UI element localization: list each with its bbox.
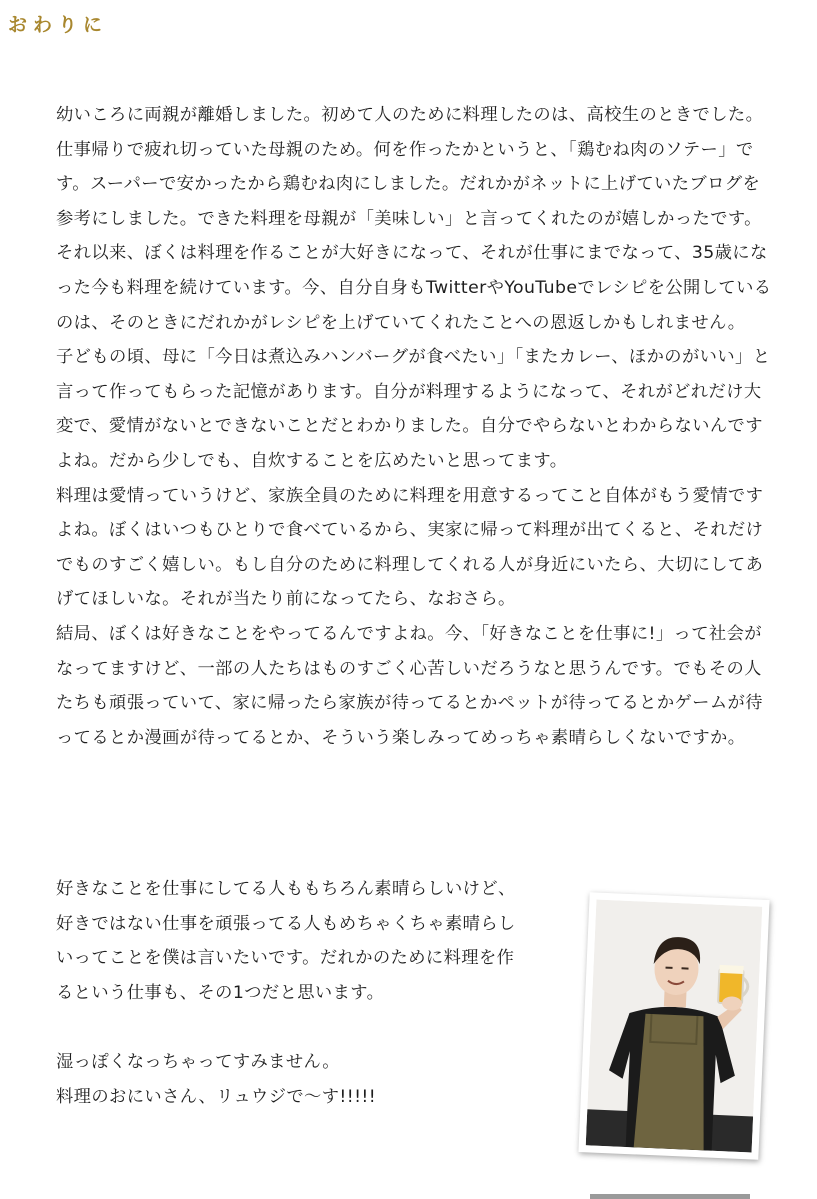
signoff-line: 湿っぽくなっちゃってすみません。: [56, 1051, 340, 1072]
paragraph: 料理は愛情っていうけど、家族全員のために料理を用意するってこと自体がもう愛情ですよね。ぼくはいつもひとりで食べているから、実家に帰って料理が出てくると、それだけでものすごく嬉しい。もし自分のために料理してくれる人が身近にいたら、大切にしてあげてほしいな。それが当たり前になってたら、なおさら。: [56, 485, 764, 610]
essay-body: [56, 98, 776, 755]
closing-line: 好きではない仕事を頑張ってる人もめちゃくちゃ素晴らし: [56, 913, 516, 934]
author-photo-illustration: [586, 899, 763, 1152]
paragraph: それ以来、ぼくは料理を作ることが大好きになって、それが仕事にまでなって、35歳になった今も料理を続けています。今、自分自身もTwitterやYouTubeでレシピを公開しているのは、そのときにだれかがレシピを上げていてくれたことへの恩返しかもしれません。: [56, 243, 772, 333]
closing-line: いってことを僕は言いたいです。だれかのために料理を作: [56, 948, 515, 969]
paragraph: 幼いころに両親が離婚しました。初めて人のために料理したのは、高校生のときでした。仕事帰りで疲れ切っていた母親のため。何を作ったかというと、「鶏むね肉のソテー」です。スーパーで安かったから鶏むね肉にしました。だれかがネットに上げていたブログを参考にしました。できた料理を母親が「美味しい」と言ってくれたのが嬉しかったです。: [56, 105, 764, 229]
signoff-line: 料理のおにいさん、リュウジで〜す!!!!!: [56, 1086, 377, 1107]
closing-line: 好きなことを仕事にしてる人ももちろん素晴らしいけど、: [56, 879, 516, 899]
closing-line: るという仕事も、その1つだと思います。: [56, 982, 385, 1003]
author-photo: [578, 892, 769, 1160]
paragraph: 子どもの頃、母に「今日は煮込みハンバーグが食べたい」「またカレー、ほかのがいい」と言って作ってもらった記憶があります。自分が料理するようになって、それがどれだけ大変で、愛情がないとできないことだとわかりました。自分でやらないとわからないんですよね。だから少しでも、自炊することを広めたいと思ってます。: [56, 347, 771, 471]
section-heading: おわりに: [8, 14, 109, 36]
next-page-edge: [590, 1194, 750, 1199]
paragraph: 結局、ぼくは好きなことをやってるんですよね。今、「好きなことを仕事に!」って社会がなってますけど、一部の人たちはものすごく心苦しいだろうなと思うんです。でもその人たちも頑張っていて、家に帰ったら家族が待ってるとかペットが待ってるとかゲームが待ってるとか漫画が待ってるとか、そういう楽しみってめっちゃ素晴らしくないですか。: [56, 623, 763, 748]
closing-section: [56, 872, 566, 1114]
